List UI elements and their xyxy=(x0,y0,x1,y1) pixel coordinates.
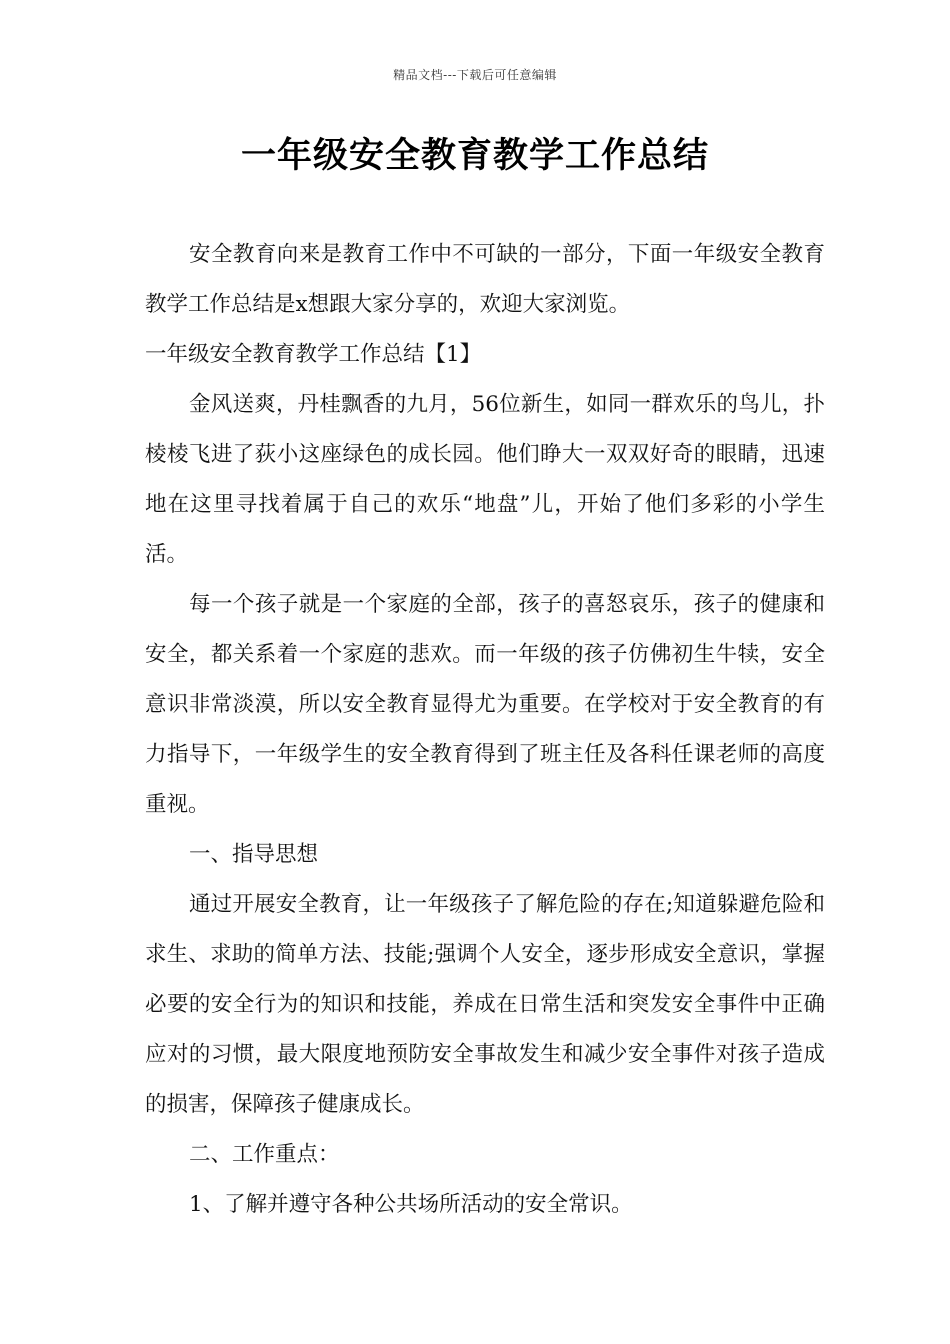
paragraph-guiding-ideology: 通过开展安全教育，让一年级孩子了解危险的存在;知道躲避危险和求生、求助的简单方法、技能;强调个人安全，逐步形成安全意识，掌握必要的安全行为的知识和技能，养成在日常生活和突发安全事件中正确应对的习惯，最大限度地预防安全事故发生和减少安全事件对孩子造成的损害，保障孩子健康成长。 xyxy=(145,892,825,1117)
list-item-1: 1、了解并遵守各种公共场所活动的安全常识。 xyxy=(189,1192,633,1217)
paragraph-family: 每一个孩子就是一个家庭的全部，孩子的喜怒哀乐，孩子的健康和安全，都关系着一个家庭的悲欢。而一年级的孩子仿佛初生牛犊，安全意识非常淡漠，所以安全教育显得尤为重要。在学校对于安全教育的有力指导下，一年级学生的安全教育得到了班主任及各科任课老师的高度重视。 xyxy=(145,592,825,817)
document-body xyxy=(145,230,825,1230)
heading-guiding-ideology: 一、指导思想 xyxy=(189,842,319,867)
paragraph-intro: 安全教育向来是教育工作中不可缺的一部分，下面一年级安全教育教学工作总结是x想跟大家分享的，欢迎大家浏览。 xyxy=(145,242,825,317)
document-title: 一年级安全教育教学工作总结 xyxy=(240,135,709,176)
page-header-note: 精品文档---下载后可任意编辑 xyxy=(393,68,557,82)
section-heading-1: 一年级安全教育教学工作总结【1】 xyxy=(145,342,482,367)
paragraph-opening: 金风送爽，丹桂飘香的九月，56位新生，如同一群欢乐的鸟儿，扑棱棱飞进了荻小这座绿色的成长园。他们睁大一双双好奇的眼睛，迅速地在这里寻找着属于自己的欢乐“地盘”儿，开始了他们多彩的小学生活。 xyxy=(145,392,825,567)
heading-work-focus: 二、工作重点： xyxy=(189,1142,340,1167)
